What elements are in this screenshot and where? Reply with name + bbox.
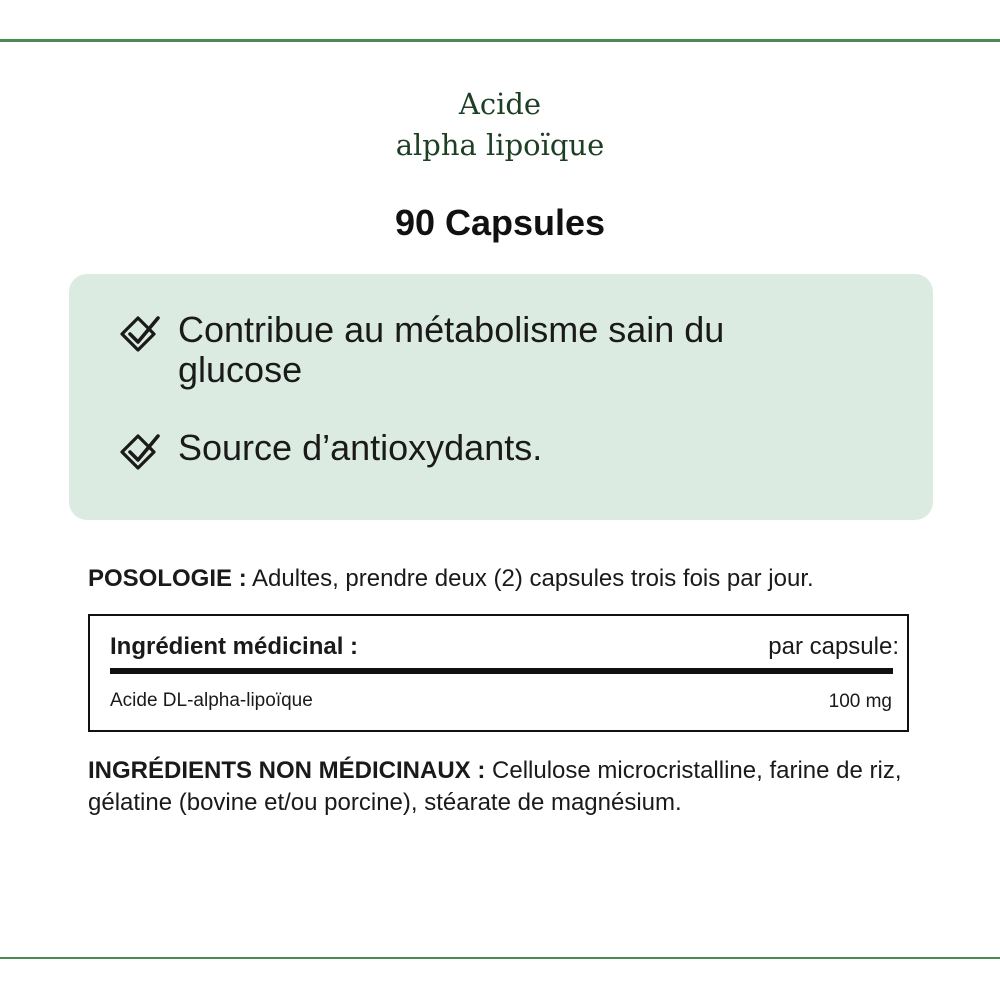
- dosage-text: Adultes, prendre deux (2) capsules trois fois par jour.: [246, 565, 814, 592]
- non-medicinal-text: Cellulose microcristalline, farine de riz, gélatine (bovine et/ou porcine), stéarate de magnésium.: [88, 757, 902, 816]
- benefit-text: Contribue au métabolisme sain du glucose: [178, 309, 725, 390]
- product-name-line1: Acide: [458, 87, 542, 121]
- table-row-amount: 100 mg: [828, 691, 892, 712]
- product-name-line2: alpha lipoïque: [395, 128, 605, 162]
- non-medicinal-ingredients: [88, 755, 918, 819]
- benefit-item: [118, 428, 818, 470]
- dosage-statement: [88, 564, 938, 594]
- table-row-ingredient: Acide DL-alpha-lipoïque: [110, 690, 313, 711]
- capsule-count: 90 Capsules: [394, 202, 606, 243]
- benefit-text: Source d’antioxydants.: [178, 427, 543, 468]
- table-header-rule: [110, 668, 893, 674]
- benefits-panel: [69, 274, 933, 520]
- top-divider: [0, 39, 1000, 42]
- bottom-divider: [0, 957, 1000, 959]
- check-diamond-icon: [118, 430, 162, 470]
- table-header-per-capsule: par capsule:: [768, 633, 899, 660]
- medicinal-ingredient-table: [88, 614, 909, 732]
- dosage-label: POSOLOGIE :: [88, 565, 247, 592]
- product-title: [0, 84, 1000, 166]
- check-diamond-icon: [118, 312, 162, 352]
- table-header-ingredient: Ingrédient médicinal :: [110, 633, 359, 660]
- benefit-item: [118, 310, 818, 390]
- non-medicinal-label: INGRÉDIENTS NON MÉDICINAUX :: [88, 757, 486, 784]
